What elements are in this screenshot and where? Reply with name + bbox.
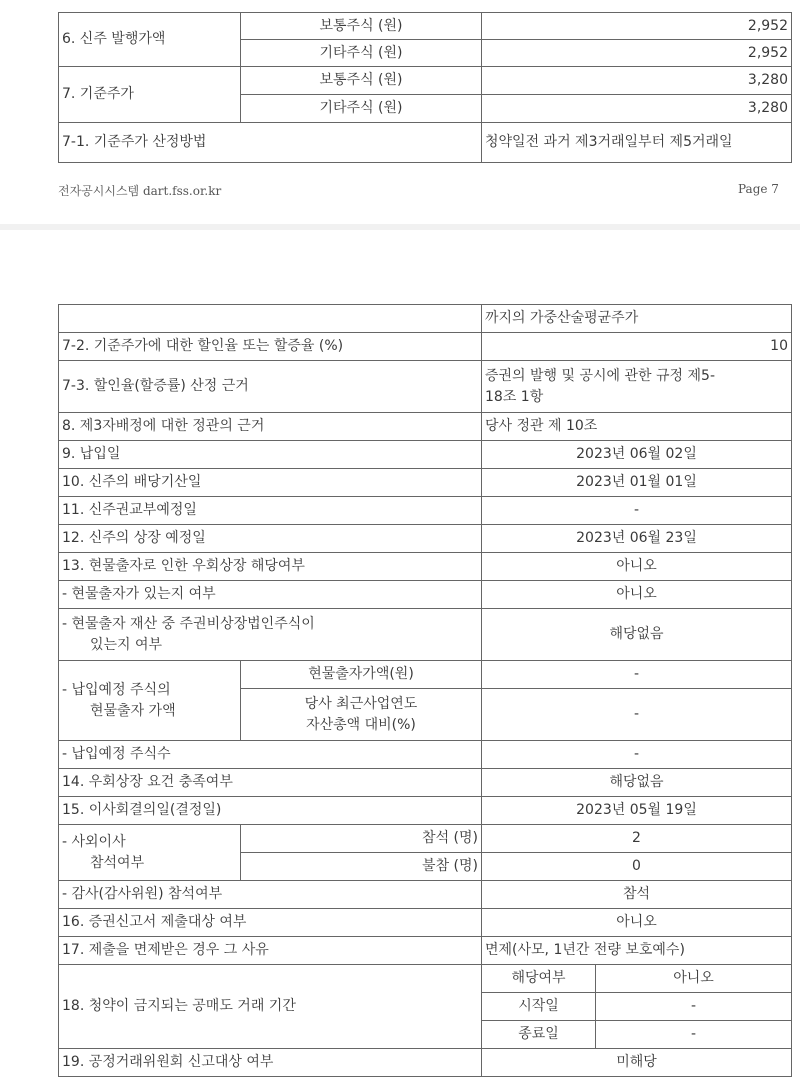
page-7 [0,0,800,224]
cell-value: 2023년 05월 19일 [482,797,792,825]
row-label: 16. 증권신고서 제출대상 여부 [59,909,482,937]
table-row [59,13,792,40]
row-label [59,661,241,741]
cell-value [482,361,792,413]
row-label: - 감사(감사위원) 참석여부 [59,881,482,909]
page-8 [0,230,800,1084]
row-label: 7-3. 할인율(할증률) 산정 근거 [59,361,482,413]
cell-value: 까지의 가중산술평균주가 [482,305,792,333]
table-row [59,881,792,909]
row-label-line: 참석여부 [90,854,145,871]
row-label-line: 있는지 여부 [90,636,163,653]
cell-value: 0 [482,853,792,881]
disclosure-table-page-8 [58,304,792,1077]
sub-label-line: 자산총액 대비(%) [306,716,416,733]
disclosure-table-page-7 [58,12,792,163]
cell-value: 3,280 [482,67,792,95]
sub-label [241,689,482,741]
table-row [59,581,792,609]
sub-label: 종료일 [482,1021,596,1049]
table-row [59,413,792,441]
table-row [59,609,792,661]
cell-value: 아니오 [482,909,792,937]
cell-value: - [596,1021,792,1049]
sub-label: 불참 (명) [241,853,482,881]
cell-value: 2 [482,825,792,853]
row-label: 9. 납입일 [59,441,482,469]
row-label: 17. 제출을 면제받은 경우 그 사유 [59,937,482,965]
cell-value: 아니오 [482,581,792,609]
cell-value-line: 증권의 발행 및 공시에 관한 규정 제5- [485,367,715,384]
row-label: 7-2. 기준주가에 대한 할인율 또는 할증율 (%) [59,333,482,361]
table-row [59,825,792,853]
sub-label: 해당여부 [482,965,596,993]
table-row [59,965,792,993]
cell-value: 청약일전 과거 제3거래일부터 제5거래일 [482,123,792,163]
cell-value: 3,280 [482,95,792,123]
cell-value: 참석 [482,881,792,909]
row-label: - 현물출자가 있는지 여부 [59,581,482,609]
sub-label: 보통주식 (원) [241,67,482,95]
cell-value: 해당없음 [482,609,792,661]
cell-value: 2023년 06월 02일 [482,441,792,469]
table-row [59,553,792,581]
table-row [59,123,792,163]
cell-value: 당사 정관 제 10조 [482,413,792,441]
sub-label: 기타주식 (원) [241,40,482,67]
row-label: 11. 신주권교부예정일 [59,497,482,525]
cell-value-line: 18조 1항 [485,388,544,405]
row-label: 10. 신주의 배당기산일 [59,469,482,497]
table-row [59,797,792,825]
cell-value: - [482,689,792,741]
cell-value: 2,952 [482,40,792,67]
cell-value: 면제(사모, 1년간 전량 보호예수) [482,937,792,965]
cell-value: 2,952 [482,13,792,40]
cell-value: 2023년 01월 01일 [482,469,792,497]
row-label-line: - 현물출자 재산 중 주권비상장법인주식이 [62,615,315,632]
cell-value: 아니오 [482,553,792,581]
row-label-line: - 납입예정 주식의 [62,681,171,698]
row-label [59,305,482,333]
table-row [59,67,792,95]
table-row [59,937,792,965]
cell-value: - [482,741,792,769]
table-row [59,305,792,333]
sub-label: 보통주식 (원) [241,13,482,40]
table-row [59,1049,792,1077]
table-row [59,909,792,937]
row-label: 18. 청약이 금지되는 공매도 거래 기간 [59,965,482,1049]
row-label: 15. 이사회결의일(결정일) [59,797,482,825]
sub-label: 참석 (명) [241,825,482,853]
sub-label-line: 당사 최근사업연도 [304,695,418,712]
row-label: 8. 제3자배정에 대한 정관의 근거 [59,413,482,441]
row-label: 7. 기준주가 [59,67,241,123]
row-label: 13. 현물출자로 인한 우회상장 해당여부 [59,553,482,581]
cell-value: 미해당 [482,1049,792,1077]
row-label [59,609,482,661]
page-number: Page 7 [738,182,779,196]
footer-source: 전자공시시스템 dart.fss.or.kr [58,184,222,198]
cell-value: 해당없음 [482,769,792,797]
row-label: 7-1. 기준주가 산정방법 [59,123,482,163]
cell-value: - [482,661,792,689]
table-row [59,361,792,413]
table-row [59,525,792,553]
table-row [59,769,792,797]
sub-label: 시작일 [482,993,596,1021]
table-row [59,333,792,361]
cell-value: - [596,993,792,1021]
table-row [59,497,792,525]
sub-label: 기타주식 (원) [241,95,482,123]
row-label-line: 현물출자 가액 [90,702,176,719]
cell-value: - [482,497,792,525]
cell-value: 아니오 [596,965,792,993]
row-label: 19. 공정거래위원회 신고대상 여부 [59,1049,482,1077]
row-label-line: - 사외이사 [62,833,126,850]
cell-value: 10 [482,333,792,361]
row-label: - 납입예정 주식수 [59,741,482,769]
table-row [59,469,792,497]
row-label: 12. 신주의 상장 예정일 [59,525,482,553]
sub-label: 현물출자가액(원) [241,661,482,689]
table-row [59,741,792,769]
cell-value: 2023년 06월 23일 [482,525,792,553]
table-row [59,661,792,689]
row-label: 14. 우회상장 요건 충족여부 [59,769,482,797]
table-row [59,441,792,469]
row-label [59,825,241,881]
row-label: 6. 신주 발행가액 [59,13,241,67]
